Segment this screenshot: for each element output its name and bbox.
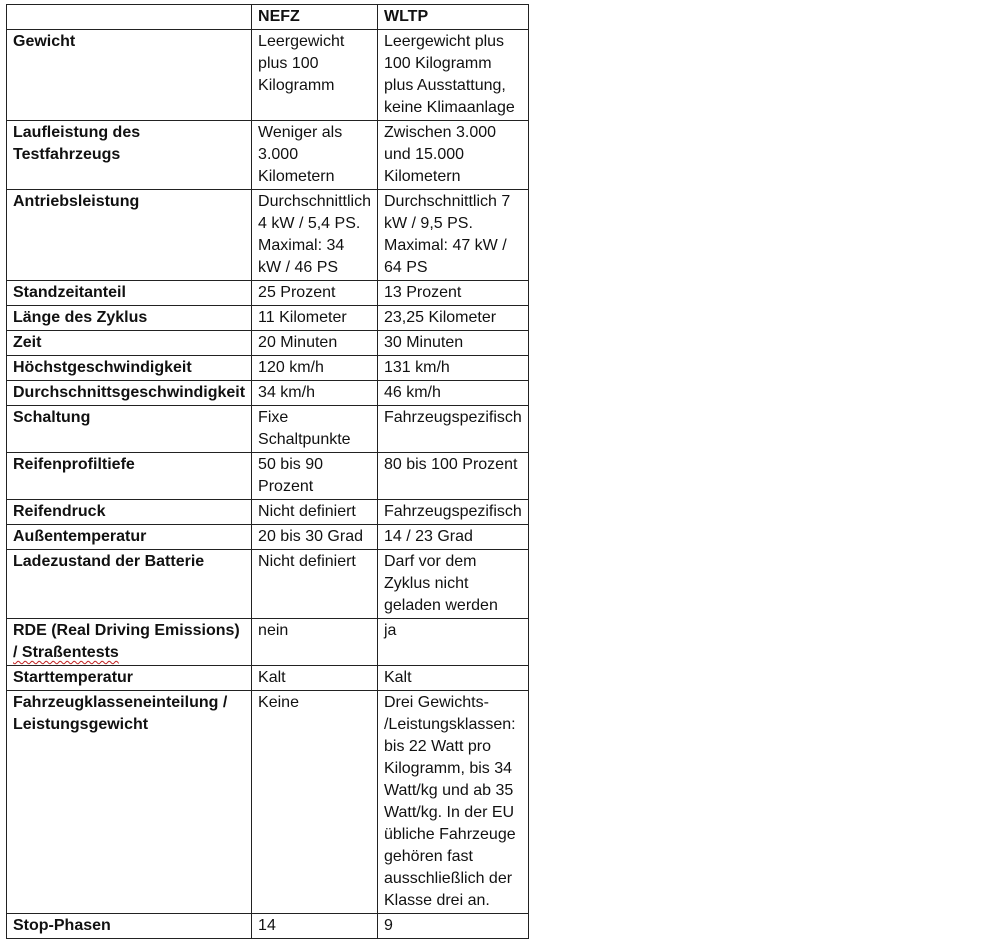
row-label: Gewicht bbox=[7, 30, 252, 121]
table-row bbox=[7, 381, 529, 406]
row-label: Standzeitanteil bbox=[7, 281, 252, 306]
table-row bbox=[7, 453, 529, 500]
nefz-cell: Leergewicht plus 100 Kilogramm bbox=[252, 30, 378, 121]
table-row bbox=[7, 281, 529, 306]
table-row bbox=[7, 666, 529, 691]
table-row bbox=[7, 406, 529, 453]
row-label: Fahrzeugklasseneinteilung / Leistungsgewicht bbox=[7, 691, 252, 914]
wltp-cell: Fahrzeugspezifisch bbox=[377, 406, 528, 453]
wltp-cell: 14 / 23 Grad bbox=[377, 525, 528, 550]
row-label: Laufleistung des Testfahrzeugs bbox=[7, 121, 252, 190]
wltp-cell: Fahrzeugspezifisch bbox=[377, 500, 528, 525]
row-label: Starttemperatur bbox=[7, 666, 252, 691]
nefz-cell: 34 km/h bbox=[252, 381, 378, 406]
row-label: Höchstgeschwindigkeit bbox=[7, 356, 252, 381]
row-label: Antriebsleistung bbox=[7, 190, 252, 281]
header-corner-cell bbox=[7, 5, 252, 30]
row-label: Reifenprofiltiefe bbox=[7, 453, 252, 500]
wltp-cell: 13 Prozent bbox=[377, 281, 528, 306]
row-label: Reifendruck bbox=[7, 500, 252, 525]
table-row bbox=[7, 914, 529, 939]
table-row bbox=[7, 331, 529, 356]
spellcheck-underlined-text: / Straßentests bbox=[13, 644, 119, 661]
nefz-cell: 20 bis 30 Grad bbox=[252, 525, 378, 550]
nefz-cell: Nicht definiert bbox=[252, 500, 378, 525]
table-row bbox=[7, 190, 529, 281]
table-row bbox=[7, 500, 529, 525]
row-label: Zeit bbox=[7, 331, 252, 356]
nefz-cell: Weniger als 3.000 Kilometern bbox=[252, 121, 378, 190]
nefz-cell: 11 Kilometer bbox=[252, 306, 378, 331]
wltp-cell: Drei Gewichts- /Leistungsklassen: bis 22 Watt pro Kilogramm, bis 34 Watt/kg und ab 35 Watt/kg. In der EU übliche Fahrzeuge gehören fast ausschließlich der Klasse drei an. bbox=[377, 691, 528, 914]
row-label: Länge des Zyklus bbox=[7, 306, 252, 331]
nefz-cell: nein bbox=[252, 619, 378, 666]
nefz-cell: Fixe Schaltpunkte bbox=[252, 406, 378, 453]
row-label: Stop-Phasen bbox=[7, 914, 252, 939]
table-row bbox=[7, 691, 529, 914]
header-nefz: NEFZ bbox=[252, 5, 378, 30]
table-row bbox=[7, 306, 529, 331]
table-row bbox=[7, 550, 529, 619]
nefz-cell: Keine bbox=[252, 691, 378, 914]
nefz-cell: Nicht definiert bbox=[252, 550, 378, 619]
row-label: Durchschnittsgeschwindigkeit bbox=[7, 381, 252, 406]
wltp-cell: 131 km/h bbox=[377, 356, 528, 381]
wltp-cell: Durchschnittlich 7 kW / 9,5 PS. Maximal: 47 kW / 64 PS bbox=[377, 190, 528, 281]
table-row bbox=[7, 121, 529, 190]
nefz-cell: 120 km/h bbox=[252, 356, 378, 381]
wltp-cell: 23,25 Kilometer bbox=[377, 306, 528, 331]
row-label: RDE (Real Driving Emissions) / Straßentests bbox=[7, 619, 252, 666]
wltp-cell: Zwischen 3.000 und 15.000 Kilometern bbox=[377, 121, 528, 190]
nefz-cell: Durchschnittlich 4 kW / 5,4 PS. Maximal: 34 kW / 46 PS bbox=[252, 190, 378, 281]
nefz-cell: 25 Prozent bbox=[252, 281, 378, 306]
wltp-cell: Darf vor dem Zyklus nicht geladen werden bbox=[377, 550, 528, 619]
row-label: Außentemperatur bbox=[7, 525, 252, 550]
table-row bbox=[7, 525, 529, 550]
row-label: Ladezustand der Batterie bbox=[7, 550, 252, 619]
nefz-cell: Kalt bbox=[252, 666, 378, 691]
row-label: Schaltung bbox=[7, 406, 252, 453]
comparison-table bbox=[6, 4, 529, 939]
wltp-cell: 9 bbox=[377, 914, 528, 939]
table-row bbox=[7, 356, 529, 381]
nefz-cell: 20 Minuten bbox=[252, 331, 378, 356]
table-header-row bbox=[7, 5, 529, 30]
wltp-cell: 30 Minuten bbox=[377, 331, 528, 356]
nefz-cell: 14 bbox=[252, 914, 378, 939]
table-row bbox=[7, 30, 529, 121]
wltp-cell: 46 km/h bbox=[377, 381, 528, 406]
header-wltp: WLTP bbox=[377, 5, 528, 30]
wltp-cell: Leergewicht plus 100 Kilogramm plus Ausstattung, keine Klimaanlage bbox=[377, 30, 528, 121]
wltp-cell: Kalt bbox=[377, 666, 528, 691]
wltp-cell: 80 bis 100 Prozent bbox=[377, 453, 528, 500]
nefz-cell: 50 bis 90 Prozent bbox=[252, 453, 378, 500]
table-row bbox=[7, 619, 529, 666]
table-body bbox=[7, 30, 529, 939]
wltp-cell: ja bbox=[377, 619, 528, 666]
